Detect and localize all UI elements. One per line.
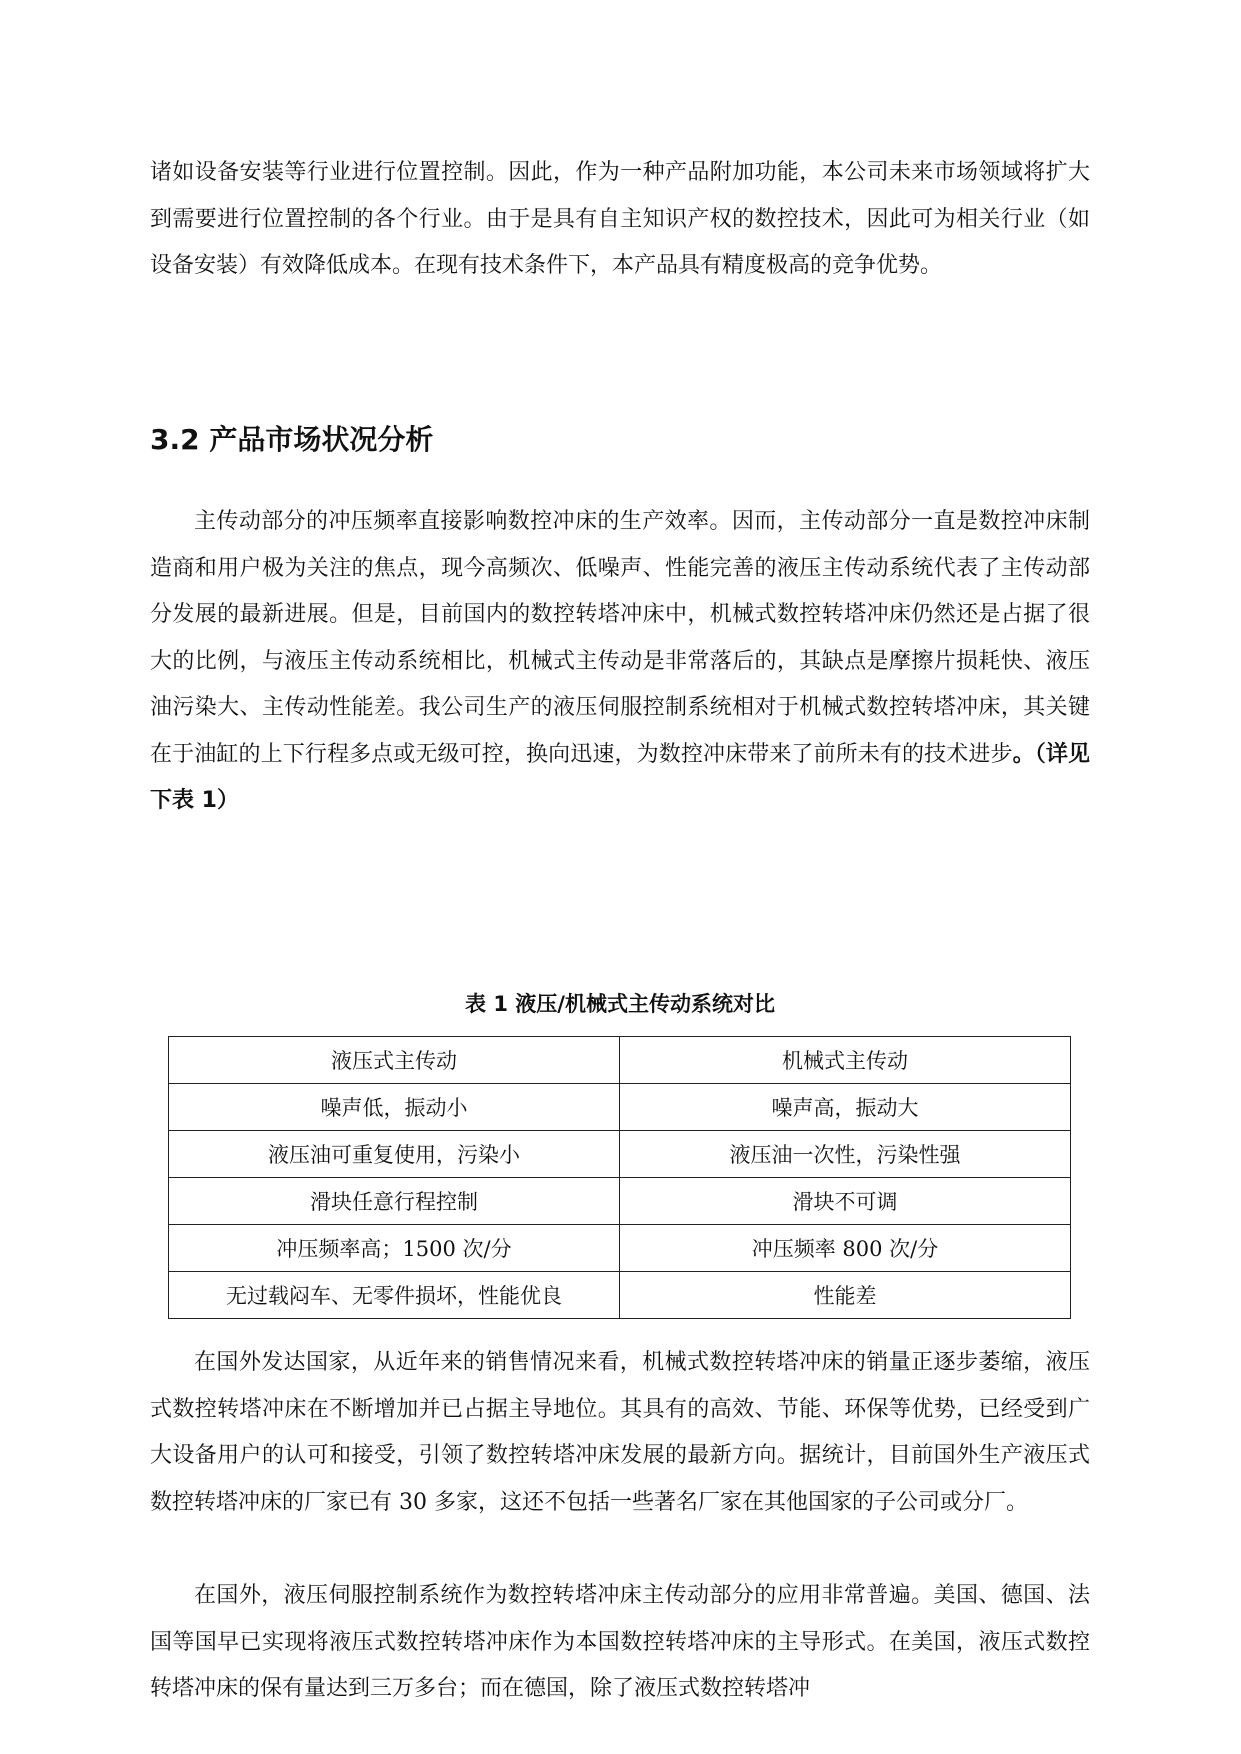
table-cell: 噪声低，振动小 xyxy=(169,1084,620,1131)
intro-paragraph: 诸如设备安装等行业进行位置控制。因此，作为一种产品附加功能，本公司未来市场领域将扩大到需要进行位置控制的各个行业。由于是具有自主知识产权的数控技术，因此可为相关行业（如设备安装）有效降低成本。在现有技术条件下，本产品具有精度极高的竞争优势。 xyxy=(150,160,1090,278)
table-cell: 液压油一次性，污染性强 xyxy=(620,1131,1071,1178)
table-cell: 机械式主传动 xyxy=(620,1037,1071,1084)
comparison-table xyxy=(168,1036,1071,1319)
table-row xyxy=(169,1272,1071,1319)
section-body-paragraph xyxy=(150,499,1090,825)
table-reference: 。（详见下表 1） xyxy=(150,741,1090,813)
section-heading: 3.2 产品市场状况分析 xyxy=(150,423,434,456)
table-cell: 滑块任意行程控制 xyxy=(169,1178,620,1225)
table-row xyxy=(169,1131,1071,1178)
table-cell: 滑块不可调 xyxy=(620,1178,1071,1225)
table-cell: 液压式主传动 xyxy=(169,1037,620,1084)
table-cell: 液压油可重复使用，污染小 xyxy=(169,1131,620,1178)
table-row xyxy=(169,1225,1071,1272)
after-table-paragraph-1: 在国外发达国家，从近年来的销售情况来看，机械式数控转塔冲床的销量正逐步萎缩，液压式数控转塔冲床在不断增加并已占据主导地位。其具有的高效、节能、环保等优势，已经受到广大设备用户的认可和接受，引领了数控转塔冲床发展的最新方向。据统计，目前国外生产液压式数控转塔冲床的厂家已有 30 多家，这还不包括一些著名厂家在其他国家的子公司或分厂。 xyxy=(150,1350,1090,1515)
section-body-text: 主传动部分的冲压频率直接影响数控冲床的生产效率。因而，主传动部分一直是数控冲床制造商和用户极为关注的焦点，现今高频次、低噪声、性能完善的液压主传动系统代表了主传动部分发展的最新进展。但是，目前国内的数控转塔冲床中，机械式数控转塔冲床仍然还是占据了很大的比例，与液压主传动系统相比，机械式主传动是非常落后的，其缺点是摩擦片损耗快、液压油污染大、主传动性能差。我公司生产的液压伺服控制系统相对于机械式数控转塔冲床，其关键在于油缸的上下行程多点或无级可控，换向迅速，为数控冲床带来了前所未有的技术进步 xyxy=(150,509,1090,767)
table-row xyxy=(169,1178,1071,1225)
table-cell: 性能差 xyxy=(620,1272,1071,1319)
table-header-row xyxy=(169,1037,1071,1084)
table-cell: 噪声高，振动大 xyxy=(620,1084,1071,1131)
table-row xyxy=(169,1084,1071,1131)
after-table-paragraph-2: 在国外，液压伺服控制系统作为数控转塔冲床主传动部分的应用非常普遍。美国、德国、法国等国早已实现将液压式数控转塔冲床作为本国数控转塔冲床的主导形式。在美国，液压式数控转塔冲床的保有量达到三万多台；而在德国，除了液压式数控转塔冲 xyxy=(150,1583,1090,1701)
table-cell: 冲压频率 800 次/分 xyxy=(620,1225,1071,1272)
table-cell: 无过载闷车、无零件损坏，性能优良 xyxy=(169,1272,620,1319)
table-caption: 表 1 液压/机械式主传动系统对比 xyxy=(465,992,775,1016)
table-cell: 冲压频率高；1500 次/分 xyxy=(169,1225,620,1272)
